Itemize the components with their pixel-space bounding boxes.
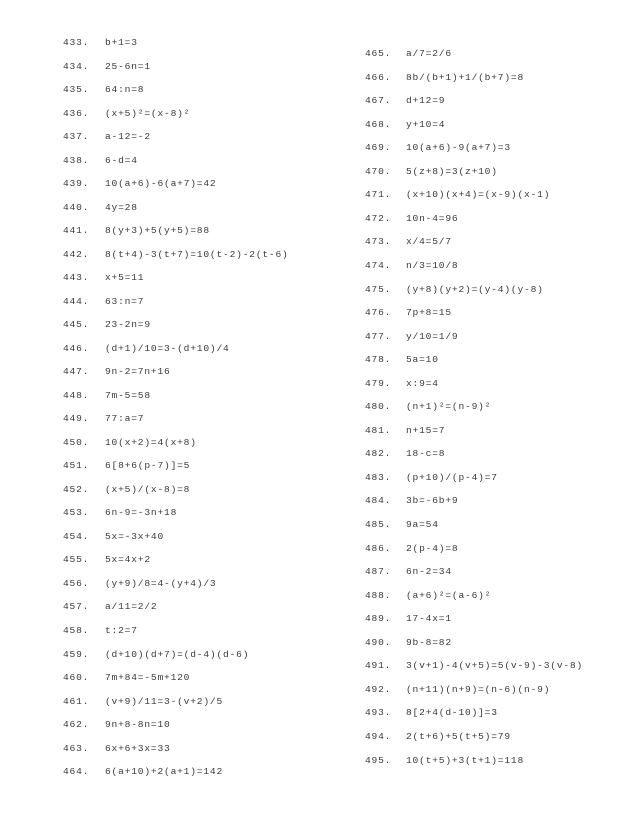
equation-text: 6(a+10)+2(a+1)=142 [105, 766, 224, 778]
equation-text: 17-4x=1 [406, 613, 452, 625]
problem-number: 470. [365, 165, 392, 177]
problem-number: 473. [365, 236, 392, 248]
problem-number: 463. [63, 742, 90, 754]
equation-text: 7p+8=15 [406, 307, 452, 319]
equation-text: (p+10)/(p-4)=7 [406, 471, 498, 483]
problem-number: 480. [365, 401, 392, 413]
equation-text: 6n-2=34 [406, 566, 452, 578]
problem-number: 489. [365, 613, 392, 625]
problem-number: 460. [63, 672, 90, 684]
equation-text: 8(t+4)-3(t+7)=10(t-2)-2(t-6) [105, 248, 289, 260]
problem-number: 450. [63, 436, 90, 448]
equation-text: 7m-5=58 [105, 389, 151, 401]
problem-number: 494. [365, 730, 392, 742]
problem-number: 487. [365, 566, 392, 578]
problem-number: 446. [63, 342, 90, 354]
problem-number: 452. [63, 483, 90, 495]
problem-number: 447. [63, 366, 90, 378]
equation-text: 9n-2=7n+16 [105, 366, 171, 378]
equation-text: 18-c=8 [406, 448, 446, 460]
problem-number: 477. [365, 330, 392, 342]
equation-text: y/10=1/9 [406, 330, 459, 342]
equation-text: (n+1)²=(n-9)² [406, 401, 492, 413]
problem-number: 466. [365, 71, 392, 83]
equation-text: 6n-9=-3n+18 [105, 507, 178, 519]
problem-number: 461. [63, 695, 90, 707]
equation-text: 10(a+6)-6(a+7)=42 [105, 178, 217, 190]
problem-number: 469. [365, 142, 392, 154]
equation-text: 10n-4=96 [406, 212, 459, 224]
equation-text: 25-6n=1 [105, 60, 151, 72]
equation-text: 2(p-4)=8 [406, 542, 459, 554]
problem-number: 443. [63, 272, 90, 284]
equation-text: (a+6)²=(a-6)² [406, 589, 492, 601]
equation-text: x:9=4 [406, 377, 439, 389]
equation-text: 8b/(b+1)+1/(b+7)=8 [406, 71, 525, 83]
problem-number: 433. [63, 37, 90, 48]
equation-text: 10(t+5)+3(t+1)=118 [406, 754, 525, 766]
problem-number: 479. [365, 377, 392, 389]
problem-number: 442. [63, 248, 90, 260]
equation-text: 5x=4x+2 [105, 554, 151, 566]
problem-number: 476. [365, 307, 392, 319]
equation-text: x/4=5/7 [406, 236, 452, 248]
problem-number: 491. [365, 660, 392, 672]
problem-number: 438. [63, 154, 90, 166]
equation-text: 77:a=7 [105, 413, 145, 425]
problem-number: 468. [365, 118, 392, 130]
equation-text: 10(x+2)=4(x+8) [105, 436, 197, 448]
equation-text: n+15=7 [406, 424, 446, 436]
equation-text: (y+8)(y+2)=(y-4)(y-8) [406, 283, 544, 295]
problem-number: 441. [63, 225, 90, 237]
problem-number: 459. [63, 648, 90, 660]
equation-text: a-12=-2 [105, 131, 151, 143]
equation-text: x+5=11 [105, 272, 145, 284]
problem-number: 435. [63, 84, 90, 96]
problem-number: 434. [63, 60, 90, 72]
equation-text: (v+9)/11=3-(v+2)/5 [105, 695, 224, 707]
equation-text: 9b-8=82 [406, 636, 452, 648]
equation-text: d+12=9 [406, 95, 446, 107]
equation-text: 7m+84=-5m+120 [105, 672, 191, 684]
equation-text: 9n+8-8n=10 [105, 719, 171, 731]
equation-text: (d+1)/10=3-(d+10)/4 [105, 342, 230, 354]
problem-number: 483. [365, 471, 392, 483]
equation-text: 2(t+6)+5(t+5)=79 [406, 730, 511, 742]
problem-number: 467. [365, 95, 392, 107]
equation-text: n/3=10/8 [406, 259, 459, 271]
equation-text: 10(a+6)-9(a+7)=3 [406, 142, 511, 154]
equation-text: y+10=4 [406, 118, 446, 130]
problem-number: 440. [63, 201, 90, 213]
equation-text: 8[2+4(d-10)]=3 [406, 707, 498, 719]
problem-number: 457. [63, 601, 90, 613]
problem-number: 472. [365, 212, 392, 224]
problem-number: 458. [63, 625, 90, 636]
equation-text: 5x=-3x+40 [105, 530, 165, 542]
problem-number: 478. [365, 354, 392, 366]
problem-number: 462. [63, 719, 90, 731]
equation-text: (n+11)(n+9)=(n-6)(n-9) [406, 683, 551, 695]
equation-text: b+1=3 [105, 37, 138, 48]
problem-number: 475. [365, 283, 392, 295]
problem-number: 490. [365, 636, 392, 648]
problem-number: 488. [365, 589, 392, 601]
problem-number: 482. [365, 448, 392, 460]
problem-number: 436. [63, 107, 90, 119]
equation-text: 6-d=4 [105, 154, 138, 166]
problem-number: 493. [365, 707, 392, 719]
problem-number: 485. [365, 519, 392, 530]
equation-text: (y+9)/8=4-(y+4)/3 [105, 577, 217, 589]
problem-number: 451. [63, 460, 90, 472]
equation-text: 6[8+6(p-7)]=5 [105, 460, 191, 472]
problem-number: 484. [365, 495, 392, 507]
equation-text: 5(z+8)=3(z+10) [406, 165, 498, 177]
equation-text: (x+10)(x+4)=(x-9)(x-1) [406, 189, 551, 201]
equation-text: (d+10)(d+7)=(d-4)(d-6) [105, 648, 250, 660]
problem-number: 439. [63, 178, 90, 190]
problem-number: 449. [63, 413, 90, 425]
problem-number: 471. [365, 189, 392, 201]
equation-text: a/7=2/6 [406, 48, 452, 59]
equation-text: (x+5)/(x-8)=8 [105, 483, 191, 495]
equation-text: 3(v+1)-4(v+5)=5(v-9)-3(v-8) [406, 660, 584, 672]
equation-text: 3b=-6b+9 [406, 495, 459, 507]
equation-text: t:2=7 [105, 625, 138, 636]
problem-number: 492. [365, 683, 392, 695]
problem-number: 474. [365, 259, 392, 271]
problem-number: 481. [365, 424, 392, 436]
problem-number: 437. [63, 131, 90, 143]
problem-number: 454. [63, 530, 90, 542]
problem-number: 465. [365, 48, 392, 59]
problem-number: 495. [365, 754, 392, 766]
problem-number: 464. [63, 766, 90, 778]
problem-number: 453. [63, 507, 90, 519]
equation-text: 4y=28 [105, 201, 138, 213]
problem-number: 448. [63, 389, 90, 401]
equation-text: 5a=10 [406, 354, 439, 366]
equation-text: 23-2n=9 [105, 319, 151, 331]
equation-text: 63:n=7 [105, 295, 145, 307]
equation-text: 6x+6+3x=33 [105, 742, 171, 754]
equation-text: 8(y+3)+5(y+5)=88 [105, 225, 210, 237]
problem-number: 456. [63, 577, 90, 589]
equation-text: a/11=2/2 [105, 601, 158, 613]
equation-text: 9a=54 [406, 519, 439, 530]
equation-text: 64:n=8 [105, 84, 145, 96]
problem-number: 445. [63, 319, 90, 331]
problem-number: 444. [63, 295, 90, 307]
problem-number: 486. [365, 542, 392, 554]
problem-number: 455. [63, 554, 90, 566]
equation-text: (x+5)²=(x-8)² [105, 107, 191, 119]
